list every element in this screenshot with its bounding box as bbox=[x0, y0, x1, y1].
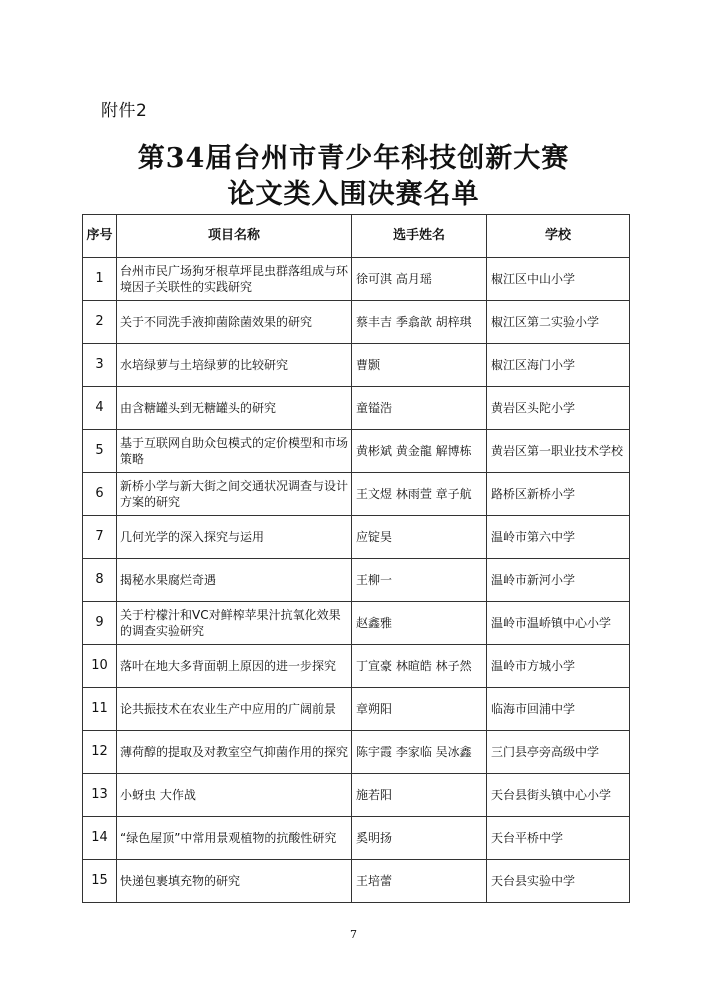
row-students: 徐可淇 高月瑶 bbox=[352, 258, 487, 301]
row-no: 13 bbox=[83, 774, 117, 817]
row-project: 关于不同洗手液抑菌除菌效果的研究 bbox=[117, 301, 352, 344]
header-school: 学校 bbox=[487, 215, 630, 258]
row-no: 15 bbox=[83, 860, 117, 903]
table-row bbox=[83, 258, 630, 301]
document-title-line2: 论文类入围决赛名单 bbox=[227, 179, 480, 210]
table-header-row bbox=[83, 215, 630, 258]
table-row bbox=[83, 430, 630, 473]
page-number: 7 bbox=[350, 928, 357, 941]
row-project: 落叶在地大多背面朝上原因的进一步探究 bbox=[117, 645, 352, 688]
table-row bbox=[83, 774, 630, 817]
row-students: 蔡丰吉 季翕歆 胡梓琪 bbox=[352, 301, 487, 344]
row-students: 章朔阳 bbox=[352, 688, 487, 731]
table-row bbox=[83, 473, 630, 516]
row-project: 快递包裹填充物的研究 bbox=[117, 860, 352, 903]
table-row bbox=[83, 516, 630, 559]
table-row bbox=[83, 559, 630, 602]
row-project: 基于互联网自助众包模式的定价模型和市场策略 bbox=[117, 430, 352, 473]
row-no: 6 bbox=[83, 473, 117, 516]
row-no: 10 bbox=[83, 645, 117, 688]
row-school: 温岭市第六中学 bbox=[487, 516, 630, 559]
header-project: 项目名称 bbox=[117, 215, 352, 258]
row-school: 椒江区中山小学 bbox=[487, 258, 630, 301]
row-project: 水培绿萝与土培绿萝的比较研究 bbox=[117, 344, 352, 387]
row-project: 薄荷醇的提取及对教室空气抑菌作用的探究 bbox=[117, 731, 352, 774]
table-row bbox=[83, 860, 630, 903]
row-school: 天台平桥中学 bbox=[487, 817, 630, 860]
row-students: 王培蕾 bbox=[352, 860, 487, 903]
row-no: 14 bbox=[83, 817, 117, 860]
row-no: 12 bbox=[83, 731, 117, 774]
row-project: 新桥小学与新大街之间交通状况调查与设计方案的研究 bbox=[117, 473, 352, 516]
header-no: 序号 bbox=[83, 215, 117, 258]
row-project: 台州市民广场狗牙根草坪昆虫群落组成与环境因子关联性的实践研究 bbox=[117, 258, 352, 301]
table-row bbox=[83, 344, 630, 387]
row-no: 2 bbox=[83, 301, 117, 344]
row-school: 天台县街头镇中心小学 bbox=[487, 774, 630, 817]
table-row bbox=[83, 387, 630, 430]
table-row bbox=[83, 602, 630, 645]
row-project: 几何光学的深入探究与运用 bbox=[117, 516, 352, 559]
row-project: “绿色屋顶”中常用景观植物的抗酸性研究 bbox=[117, 817, 352, 860]
attachment-label: 附件2 bbox=[101, 101, 148, 121]
row-no: 4 bbox=[83, 387, 117, 430]
row-project: 小蚜虫 大作战 bbox=[117, 774, 352, 817]
row-school: 椒江区第二实验小学 bbox=[487, 301, 630, 344]
row-no: 1 bbox=[83, 258, 117, 301]
row-students: 丁宣豪 林暄皓 林子然 bbox=[352, 645, 487, 688]
row-no: 8 bbox=[83, 559, 117, 602]
table-row bbox=[83, 645, 630, 688]
row-no: 3 bbox=[83, 344, 117, 387]
row-school: 黄岩区第一职业技术学校 bbox=[487, 430, 630, 473]
row-school: 椒江区海门小学 bbox=[487, 344, 630, 387]
document-title-line1: 第34届台州市青少年科技创新大赛 bbox=[137, 143, 570, 174]
row-school: 临海市回浦中学 bbox=[487, 688, 630, 731]
row-school: 温岭市方城小学 bbox=[487, 645, 630, 688]
row-school: 黄岩区头陀小学 bbox=[487, 387, 630, 430]
row-students: 应锭昊 bbox=[352, 516, 487, 559]
row-students: 陈宇霞 李家临 吴冰鑫 bbox=[352, 731, 487, 774]
row-school: 路桥区新桥小学 bbox=[487, 473, 630, 516]
row-students: 黄彬斌 黄金龍 解博栋 bbox=[352, 430, 487, 473]
row-students: 王文煜 林雨萱 章子航 bbox=[352, 473, 487, 516]
table-row bbox=[83, 688, 630, 731]
header-students: 选手姓名 bbox=[352, 215, 487, 258]
row-project: 论共振技术在农业生产中应用的广阔前景 bbox=[117, 688, 352, 731]
row-school: 三门县亭旁高级中学 bbox=[487, 731, 630, 774]
row-project: 揭秘水果腐烂奇遇 bbox=[117, 559, 352, 602]
row-students: 施若阳 bbox=[352, 774, 487, 817]
row-students: 赵鑫雅 bbox=[352, 602, 487, 645]
row-students: 曹颢 bbox=[352, 344, 487, 387]
row-students: 奚明扬 bbox=[352, 817, 487, 860]
table-row bbox=[83, 301, 630, 344]
row-no: 7 bbox=[83, 516, 117, 559]
row-students: 童镒浩 bbox=[352, 387, 487, 430]
row-project: 关于柠檬汁和VC对鲜榨苹果汁抗氧化效果的调查实验研究 bbox=[117, 602, 352, 645]
finalist-table bbox=[82, 214, 630, 903]
row-school: 天台县实验中学 bbox=[487, 860, 630, 903]
row-school: 温岭市温峤镇中心小学 bbox=[487, 602, 630, 645]
row-students: 王柳一 bbox=[352, 559, 487, 602]
table-row bbox=[83, 817, 630, 860]
row-no: 5 bbox=[83, 430, 117, 473]
row-project: 由含糖罐头到无糖罐头的研究 bbox=[117, 387, 352, 430]
row-no: 11 bbox=[83, 688, 117, 731]
row-no: 9 bbox=[83, 602, 117, 645]
row-school: 温岭市新河小学 bbox=[487, 559, 630, 602]
table-row bbox=[83, 731, 630, 774]
